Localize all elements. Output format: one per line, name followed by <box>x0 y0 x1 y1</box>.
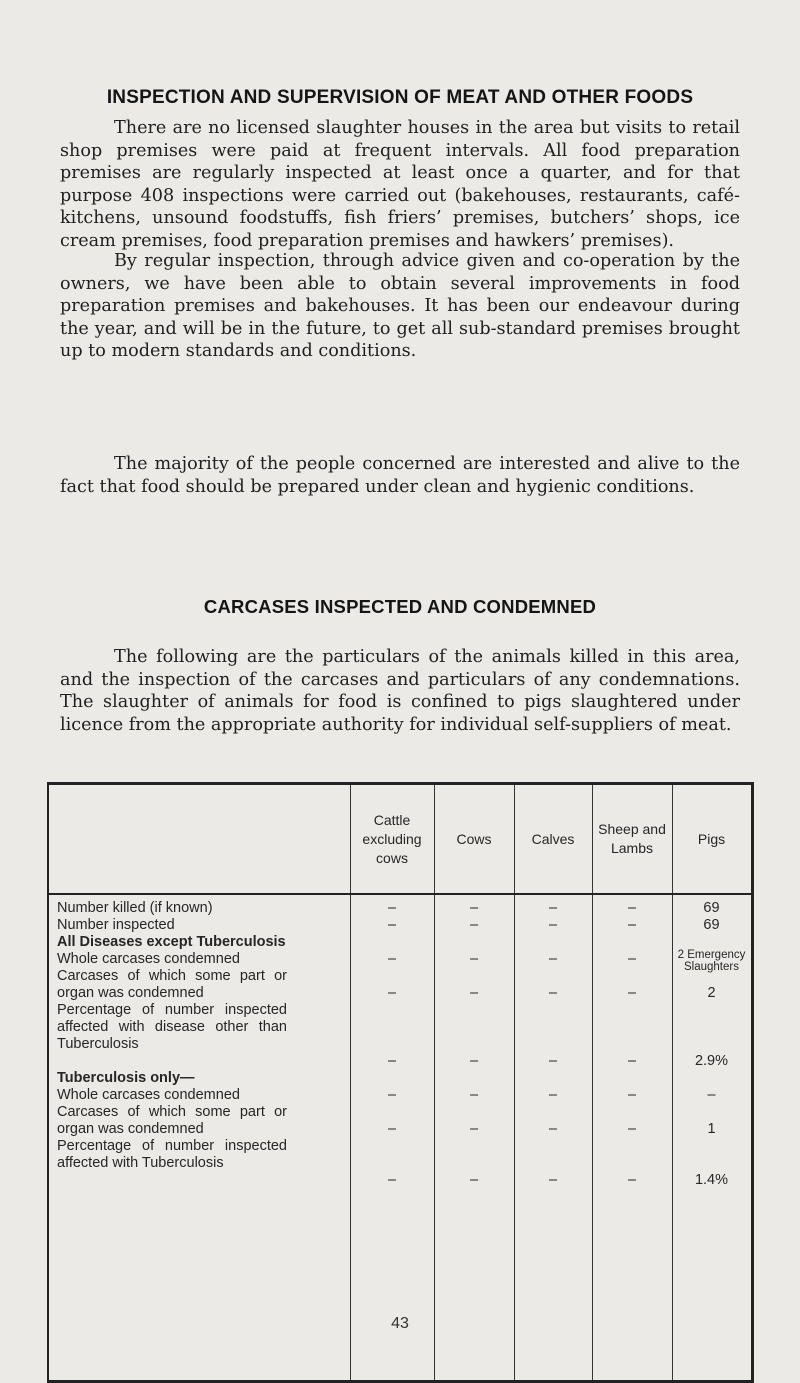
cell-sheep-pct-2: – <box>627 1172 637 1188</box>
row-label-whole-condemned-1: Whole carcases condemned <box>57 951 240 967</box>
label-column <box>48 894 350 1382</box>
cell-calves-killed: – <box>548 900 558 916</box>
row-label-part-condemned-2: Carcases of which some part or organ was condemned <box>57 1104 287 1137</box>
cell-cows-part-1: – <box>469 985 479 1001</box>
cell-cattle-killed: – <box>387 900 397 916</box>
row-label-number-inspected: Number inspected <box>57 917 175 933</box>
cell-calves-whole-2: – <box>548 1087 558 1103</box>
cell-calves-pct-2: – <box>548 1172 558 1188</box>
cell-cows-whole-1: – <box>469 951 479 967</box>
sheep-column <box>592 894 672 1382</box>
cattle-column <box>350 894 434 1382</box>
cell-pigs-pct-1: 2.9% <box>694 1053 729 1069</box>
header-calves: Calves <box>514 784 592 895</box>
cell-pigs-whole-1: 2 Emergency Slaughters <box>677 949 746 973</box>
cell-cows-inspected: – <box>469 917 479 933</box>
pigs-column <box>672 894 752 1382</box>
cell-calves-part-2: – <box>548 1121 558 1137</box>
carcases-table <box>47 782 754 1383</box>
subheading-tuberculosis: Tuberculosis only— <box>57 1070 195 1086</box>
cell-pigs-part-2: 1 <box>707 1121 716 1137</box>
cell-calves-part-1: – <box>548 985 558 1001</box>
cell-sheep-part-2: – <box>627 1121 637 1137</box>
cell-calves-whole-1: – <box>548 951 558 967</box>
header-cows: Cows <box>434 784 514 895</box>
cell-sheep-whole-1: – <box>627 951 637 967</box>
header-cattle: Cattle excluding cows <box>350 784 434 895</box>
header-blank <box>48 784 350 895</box>
cell-sheep-pct-1: – <box>627 1053 637 1069</box>
subheading-all-diseases: All Diseases except Tuberculosis <box>57 934 286 950</box>
cell-cattle-whole-1: – <box>387 951 397 967</box>
cell-sheep-whole-2: – <box>627 1087 637 1103</box>
cell-cows-whole-2: – <box>469 1087 479 1103</box>
calves-column <box>514 894 592 1382</box>
cell-sheep-part-1: – <box>627 985 637 1001</box>
cell-cattle-whole-2: – <box>387 1087 397 1103</box>
cell-cattle-pct-2: – <box>387 1172 397 1188</box>
cell-cows-pct-1: – <box>469 1053 479 1069</box>
cell-pigs-inspected: 69 <box>703 917 720 933</box>
paragraph-2: By regular inspection, through advice given and co-operation by the owners, we have been able to obtain several improvements in food preparation premises and bakehouses. It has been our endeavour during the year, and will be in the future, to get all sub-standard premises brought up to modern standards and conditions. <box>60 251 740 362</box>
cell-cattle-part-2: – <box>387 1121 397 1137</box>
row-label-percentage-2: Percentage of number inspected affected with Tuberculosis <box>57 1138 287 1171</box>
row-label-number-killed: Number killed (if known) <box>57 900 213 916</box>
cell-calves-pct-1: – <box>548 1053 558 1069</box>
section-heading-carcases: CARCASES INSPECTED AND CONDEMNED <box>203 596 597 617</box>
row-label-percentage-1: Percentage of number inspected affected with disease other than Tuberculosis <box>57 1002 287 1052</box>
cell-sheep-killed: – <box>627 900 637 916</box>
cell-cattle-part-1: – <box>387 985 397 1001</box>
section-heading-inspection: INSPECTION AND SUPERVISION OF MEAT AND OTHER FOODS <box>106 87 694 108</box>
cell-calves-inspected: – <box>548 917 558 933</box>
cell-cattle-inspected: – <box>387 917 397 933</box>
cell-pigs-whole-2: – <box>707 1087 716 1103</box>
cell-cows-killed: – <box>469 900 479 916</box>
cows-column <box>434 894 514 1382</box>
cell-cows-part-2: – <box>469 1121 479 1137</box>
row-label-part-condemned-1: Carcases of which some part or organ was condemned <box>57 968 287 1001</box>
paragraph-4: The following are the particulars of the animals killed in this area, and the inspection of the carcases and particulars of any condemnations. The slaughter of animals for food is confined to pigs slaughtered under licence from the appropriate authority for individual self-suppliers of meat. <box>60 647 740 735</box>
header-pigs: Pigs <box>672 784 752 895</box>
cell-pigs-pct-2: 1.4% <box>694 1172 729 1188</box>
paragraph-1: There are no licensed slaughter houses in the area but visits to retail shop premises were paid at frequent intervals. All food preparation premises are regularly inspected at least once a quarter, and for that purpose 408 inspections were carried out (bakehouses, restaurants, café-kitchens, unsound foodstuffs, fish friers’ premises, butchers’ shops, ice cream premises, food preparation premises and hawkers’ premises). <box>60 118 740 251</box>
cell-cattle-pct-1: – <box>387 1053 397 1069</box>
table-body-row <box>48 894 752 1382</box>
paragraph-3: The majority of the people concerned are interested and alive to the fact that food should be prepared under clean and hygienic conditions. <box>60 454 740 497</box>
cell-sheep-inspected: – <box>627 917 637 933</box>
page-number: 43 <box>391 1315 409 1332</box>
cell-cows-pct-2: – <box>469 1172 479 1188</box>
cell-pigs-part-1: 2 <box>707 985 716 1001</box>
cell-pigs-killed: 69 <box>703 900 720 916</box>
header-sheep: Sheep and Lambs <box>592 784 672 895</box>
table-header-row <box>48 784 752 895</box>
row-label-whole-condemned-2: Whole carcases condemned <box>57 1087 240 1103</box>
